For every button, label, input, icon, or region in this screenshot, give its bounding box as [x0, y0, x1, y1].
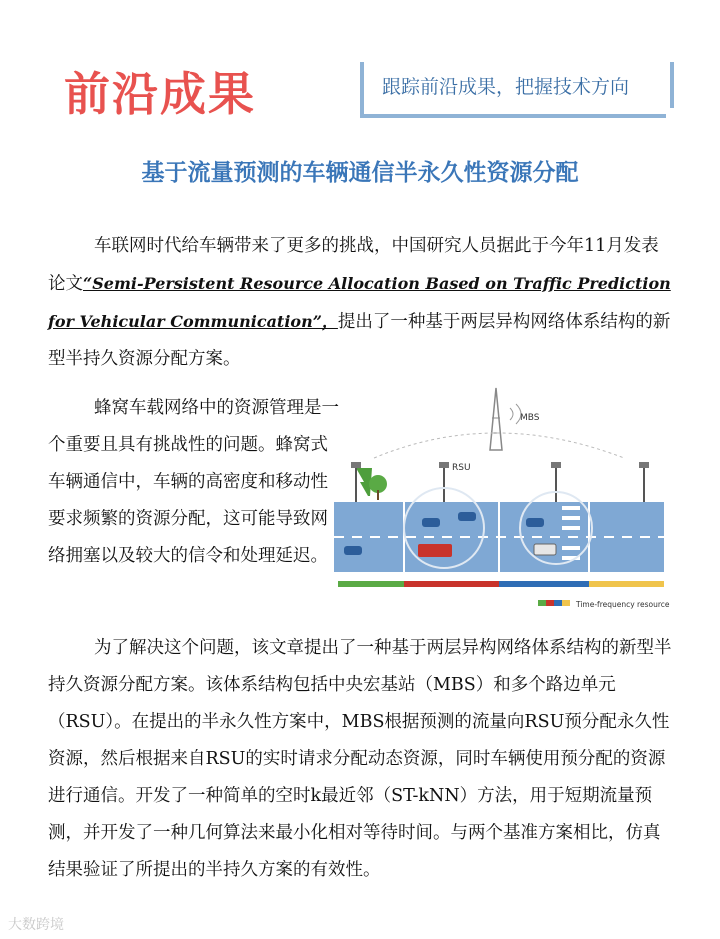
paragraph-solution [48, 630, 674, 889]
trees-icon [356, 468, 387, 500]
tagline-box [360, 62, 666, 118]
legend-swatch [538, 600, 570, 606]
article-title: 基于流量预测的车辆通信半永久性资源分配 [141, 160, 579, 186]
header-title: 前沿成果 [64, 67, 256, 121]
paragraph-problem [48, 390, 340, 575]
mbs-label: MBS [520, 413, 540, 423]
intro-text: 车联网时代给车辆带来了更多的挑战，中国研究人员据此于今年11月发表论文 [48, 236, 659, 294]
intro-text-end: 提出了一种基于两层异构网络体系结构的新型半持久资源分配方案。 [48, 312, 671, 369]
mbs-tower-icon [490, 388, 521, 450]
resource-bar [338, 581, 664, 587]
problem-text: 蜂窝车载网络中的资源管理是一个重要且具有挑战性的问题。蜂窝式车辆通信中，车辆的高密度和移动性要求频繁的资源分配，这可能导致网络拥塞以及较大的信令和处理延迟。 [48, 398, 339, 566]
rsu-label: RSU [452, 463, 471, 473]
legend-label: Time-frequency resource [576, 600, 670, 609]
watermark: 大数跨境 [8, 917, 64, 933]
rsu-post-icon [351, 462, 649, 502]
network-figure [334, 378, 680, 616]
tagline-text: 跟踪前沿成果，把握技术方向 [382, 76, 630, 98]
paper-title: “Semi-Persistent Resource Allocation Based on Traffic Prediction for Vehicular Communication”， [48, 274, 671, 331]
solution-text: 为了解决这个问题，该文章提出了一种基于两层异构网络体系结构的新型半持久资源分配方案。该体系结构包括中央宏基站（MBS）和多个路边单元（RSU）。在提出的半永久性方案中，MBS根据预测的流量向RSU预分配永久性资源，然后根据来自RSU的实时请求分配动态资源，同时车辆使用预分配的资源进行通信。开发了一种简单的空时k最近邻（ST-kNN）方法，用于短期流量预测，并开发了一种几何算法来最小化相对等待时间。与两个基准方案相比，仿真结果验证了所提出的半持久方案的有效性。 [48, 638, 672, 880]
truck-icon [418, 544, 452, 557]
paragraph-intro [48, 228, 674, 378]
